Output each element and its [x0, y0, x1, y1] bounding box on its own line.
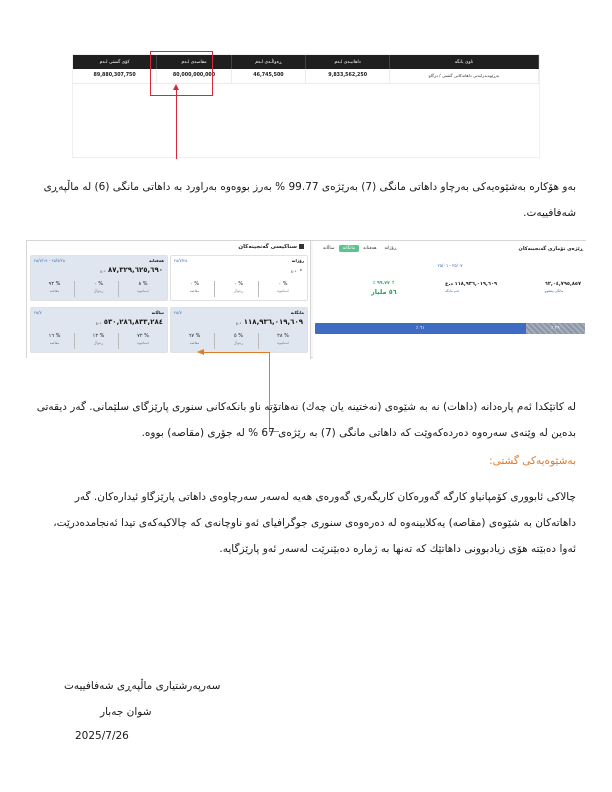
stat-item: ٠ % ڕەواڵ	[219, 281, 259, 297]
stat-item: ١٦ % مقاصە	[35, 333, 75, 349]
table-header: کۆی گشتی لـەم	[73, 55, 157, 69]
summary-card-yearly: ساڵانە ٢٥/٧ ٥٣٠,٢٨٦,٨٣٣,٢٨٤ د.ع ١٦ % مقاصە ١٢ % ڕەواڵ ٧٢ % ئەماتیوە	[30, 307, 168, 353]
table-header: ڕەواڵـەی لـەم	[231, 55, 305, 69]
stat-item: ٧٢ % ئەماتیوە	[137, 333, 149, 345]
signature-name: شوان جەبار	[100, 706, 152, 718]
table-header: مقاصەی لـەم	[157, 55, 231, 69]
tab-monthly[interactable]: مانگانە	[339, 245, 360, 252]
stat-current-month: ١١٨,٩٣٦,٠١٩,٦٠٩ د.ع ئەم مانگە	[445, 281, 497, 293]
revenue-summary-panel	[27, 241, 311, 359]
highlight-box	[150, 51, 213, 96]
table-header-row	[73, 55, 539, 69]
table-cell: 46,745,500	[231, 69, 305, 83]
ratio-bar-segment: ٪ ٦١	[315, 323, 526, 334]
tab-daily[interactable]: ڕۆژانە	[384, 246, 397, 251]
table-cell: 9,833,562,250	[306, 69, 390, 83]
stat-item: ٩٢ % مقاصە	[35, 281, 75, 297]
table-cell: بەڕێوەبەرایەتی داهاتەکانی گشتی / درگاو	[390, 69, 539, 83]
highlight-connector	[176, 89, 177, 159]
signature-date: 2025/7/26	[75, 730, 129, 742]
table-header: ناوی بانگە	[390, 55, 539, 69]
panel-icon	[299, 244, 304, 249]
paragraph-conclusion: چالاکی ئابووری کۆمپانیاو کارگە گەورەکان کاریگەری گەورەی هەیە لەسەر سەرچاوەی داهاتی پارێزگاو ئیدارەکان. گەر داهاتەکان بە شێوەی (مقاصە) یەکلابینەوە لە دەرەوەی سنوری جوگرافیای ئەو ناوچانەی کە چالاکیەکەی تیدا ئەنجامدەدرێت، ئەوا دەبێتە هۆی زیادبوونی داهاتێك کە تەنها بە ژمارە دەبێنرێت لەسەر ئەو پارێزگایە.	[53, 491, 576, 555]
table-row	[73, 69, 539, 83]
paragraph-explanation: لە کاتێکدا ئەم پارەدانە (داهات) نە بە شێوەی (نەختینە یان چەك) نەهاتۆتە ناو بانکەکانی سنوری پارێزگای سلێمانی. گەر دیقەتی بدەین لە وێنەی سەرەوە دەردەکەوێت کە داهاتی مانگی (7) بە رێژەی 67 % لە جۆری (مقاصە) بووە.	[36, 401, 576, 439]
section-heading: بەشێوەیەکی گشتی:	[489, 455, 576, 467]
table-empty-row	[73, 83, 539, 143]
table-header: داهاتیـەی لـەم	[306, 55, 390, 69]
stat-item: ٦٧ % مقاصە	[175, 333, 215, 349]
summary-card-daily: رۆژانە ٢٥/٧/٢٥ ٠ د.ع ٠ % مقاصە ٠ % ڕەواڵ ٠ % ئەماتیوە	[170, 255, 308, 301]
period-tabs	[319, 245, 400, 252]
panel-title: سناکیسی گەنجینەکان	[238, 244, 304, 250]
summary-card-weekly: هەفتانە ٢٥/٧/٢٥ - ٢٥/٧/١٩ ٨٧,٣٢٩,٦٢٥,٦٩٠ د.ع ٩٢ % مقاصە ٠ % ڕەواڵ ٨ % ئەماتیوە	[30, 255, 168, 301]
paragraph-intro: بەو هۆکارە بەشێوەیەکی بەرچاو داهاتی مانگی (7) بەرێژەی 99.77 % بەرز بووەوە بەراورد بە داهاتی مانگی (6) لە ماڵپەڕی شەفافییەت.	[43, 181, 576, 219]
tab-weekly[interactable]: هەفتانە	[363, 246, 377, 251]
panel-title: ڕێژەی تۆماری گەنجینەکان	[518, 246, 583, 252]
ratio-bar	[315, 323, 585, 334]
summary-card-monthly: مانگانە ٢٥/٧ ١١٨,٩٣٦,٠١٩,٦٠٩ د.ع ٦٧ % مقاصە ٥ % ڕەواڵ ٢٨ % ئەماتیوە	[170, 307, 308, 353]
tab-yearly[interactable]: ساڵانە	[323, 246, 335, 251]
stat-change: ٪ ٩٩.٧٧ ↑ ٥٦ ملیار	[371, 281, 397, 296]
stat-item: ٨ % ئەماتیوە	[137, 281, 149, 293]
stat-item: ١٢ % ڕەواڵ	[79, 333, 119, 349]
date-range: ٢٥/٠٧ - ٢٥/٠٦	[437, 263, 463, 268]
stat-previous-month: ٦٢,٠٤,٧٩٥,٨٥٧ مانگی پێشوو	[544, 281, 581, 293]
revenue-table-screenshot	[72, 54, 540, 158]
stat-item: ٠ % مقاصە	[175, 281, 215, 297]
stat-item: ٠ % ئەماتیوە	[277, 281, 289, 293]
table-cell: 80,000,000,000	[157, 69, 231, 83]
stat-item: ٥ % ڕەواڵ	[219, 333, 259, 349]
revenue-ratio-panel	[313, 241, 587, 359]
stat-item: ٠ % ڕەواڵ	[79, 281, 119, 297]
stat-item: ٢٨ % ئەماتیوە	[277, 333, 289, 345]
signature-role: سەرپەرشتیاری ماڵپەڕی شەفافییەت	[64, 680, 221, 692]
highlight-connector	[203, 352, 270, 353]
dashboard-screenshot	[26, 240, 586, 358]
ratio-bar-segment: ٪ ٣٩	[526, 323, 585, 334]
table-cell: 89,880,307,750	[73, 69, 157, 83]
revenue-table	[73, 55, 539, 143]
